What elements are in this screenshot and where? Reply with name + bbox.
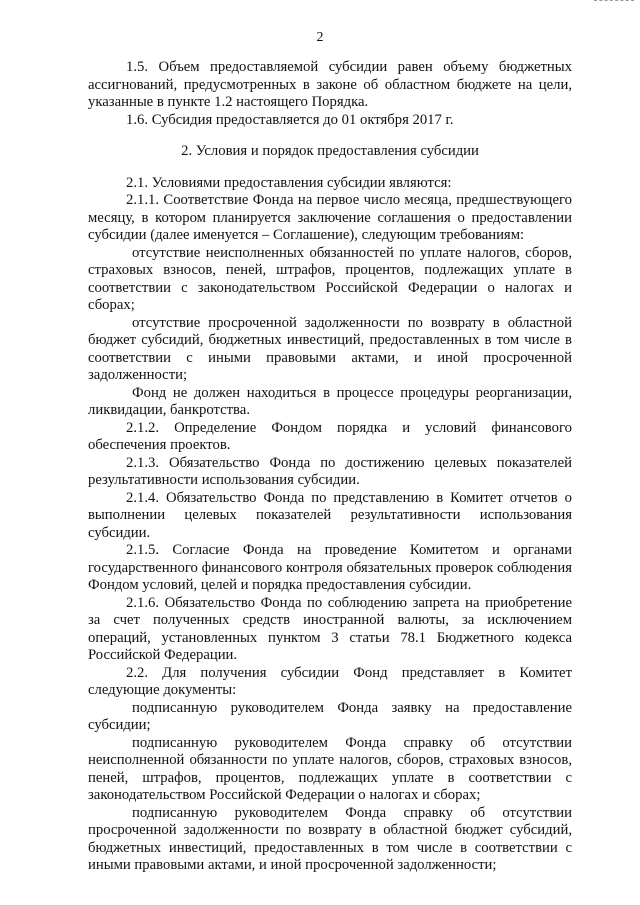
section-heading: 2. Условия и порядок предоставления субсидии <box>181 143 479 159</box>
requirement-item: подписанную руководителем Фонда справку об отсутствии просроченной задолженности по возврату в областной бюджет субсидий, бюджетных инвестиций, предоставленных в том числе в соответствии с иными правовыми актами, и иной просроченной задолженности; <box>88 804 572 873</box>
requirement-item: подписанную руководителем Фонда справку об отсутствии неисполненной обязанности по уплате налогов, сборов, страховых взносов, пеней, штрафов, процентов, подлежащих уплате в соответствии с законодательством Российской Федерации о налогах и сборах; <box>88 734 572 803</box>
paragraph: 2.1.3. Обязательство Фонда по достижению целевых показателей результативности использования субсидии. <box>88 454 572 488</box>
paragraph: 2.1.1. Соответствие Фонда на первое число месяца, предшествующего месяцу, в котором планируется заключение соглашения о предоставлении субсидии (далее именуется – Соглашение), следующим требованиям: <box>88 192 572 243</box>
scan-mark <box>594 0 634 3</box>
paragraph: 2.1. Условиями предоставления субсидии являются: <box>126 174 452 191</box>
page-number: 2 <box>316 30 324 45</box>
paragraph: 2.1.5. Согласие Фонда на проведение Комитетом и органами государственного финансового контроля обязательных проверок соблюдения Фондом условий, целей и порядка предоставления субсидии. <box>88 542 572 593</box>
requirement-item: Фонд не должен находиться в процессе процедуры реорганизации, ликвидации, банкротства. <box>88 384 572 418</box>
document-body <box>88 59 572 875</box>
requirement-item: отсутствие просроченной задолженности по возврату в областной бюджет субсидий, бюджетных инвестиций, предоставленных в том числе в соответствии с иными правовыми актами, и иной просроченной задолженности; <box>88 314 572 383</box>
paragraph: 1.5. Объем предоставляемой субсидии равен объему бюджетных ассигнований, предусмотренных в законе об областном бюджете на цели, указанные в пункте 1.2 настоящего Порядка. <box>88 59 572 110</box>
paragraph: 2.1.2. Определение Фондом порядка и условий финансового обеспечения проектов. <box>88 419 572 453</box>
paragraph: 2.2. Для получения субсидии Фонд представляет в Комитет следующие документы: <box>88 664 572 698</box>
requirement-item: отсутствие неисполненных обязанностей по уплате налогов, сборов, страховых взносов, пеней, штрафов, процентов, подлежащих уплате в соответствии с законодательством Российской Федерации о налогах и сборах; <box>88 244 572 313</box>
requirement-item: подписанную руководителем Фонда заявку на предоставление субсидии; <box>88 699 572 733</box>
paragraph: 2.1.6. Обязательство Фонда по соблюдению запрета на приобретение за счет полученных средств иностранной валюты, за исключением операций, установленных пунктом 3 статьи 78.1 Бюджетного кодекса Российской Федерации. <box>88 594 572 663</box>
paragraph: 2.1.4. Обязательство Фонда по представлению в Комитет отчетов о выполнении целевых показателей результативности использования субсидии. <box>88 489 572 541</box>
paragraph: 1.6. Субсидия предоставляется до 01 октября 2017 г. <box>126 111 454 128</box>
